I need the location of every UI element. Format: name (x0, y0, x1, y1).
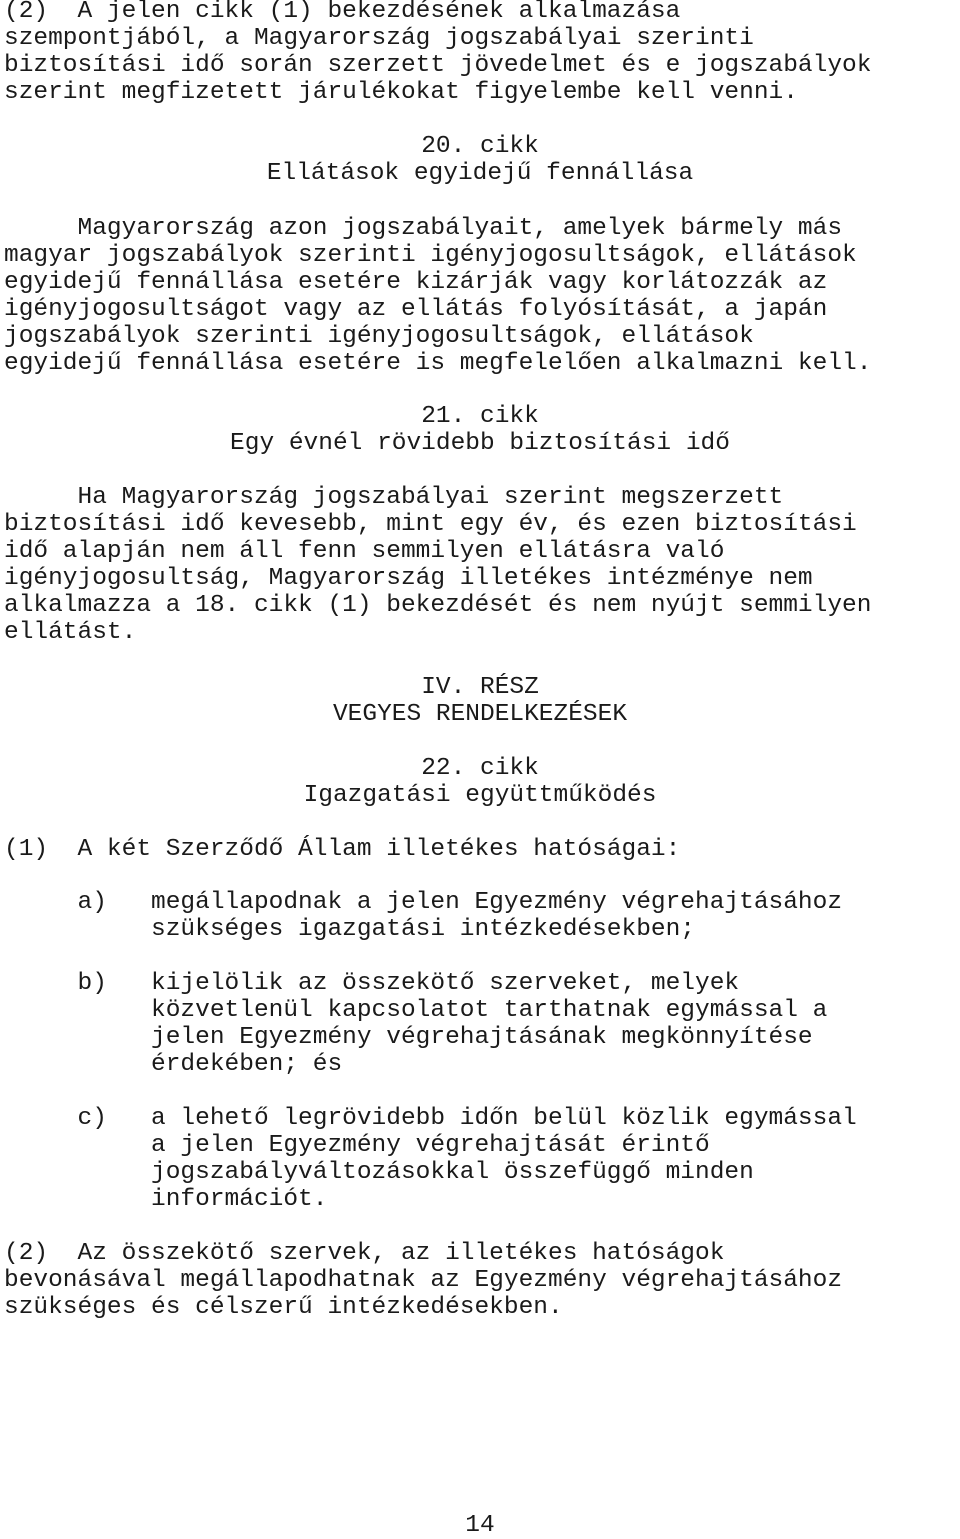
text-line: c) a lehető legrövidebb időn belül közlik egymással (4, 1105, 857, 1132)
text-line: közvetlenül kapcsolatot tarthatnak egymással a (4, 997, 828, 1024)
text-line: jelen Egyezmény végrehajtásának megkönnyítése (4, 1024, 813, 1051)
article-number: 22. cikk (421, 755, 539, 782)
text-line: igényjogosultság, Magyarország illetékes intézménye nem (4, 565, 813, 592)
text-line: igényjogosultságot vagy az ellátás folyósítását, a japán (4, 296, 828, 323)
text-line: biztosítási idő kevesebb, mint egy év, és ezen biztosítási (4, 511, 857, 538)
text-line: alkalmazza a 18. cikk (1) bekezdését és nem nyújt semmilyen (4, 592, 872, 619)
part-title: VEGYES RENDELKEZÉSEK (332, 701, 628, 728)
text-line: b) kijelölik az összekötő szerveket, melyek (4, 970, 740, 997)
text-line: érdekében; és (4, 1051, 343, 1078)
text-line: bevonásával megállapodhatnak az Egyezmény végrehajtásához (4, 1267, 843, 1294)
page-number: 14 (465, 1512, 495, 1539)
text-line: magyar jogszabályok szerinti igényjogosultságok, ellátások (4, 242, 857, 269)
article-number: 21. cikk (421, 403, 539, 430)
text-line: (2) A jelen cikk (1) bekezdésének alkalmazása (4, 0, 681, 25)
article-number: 20. cikk (421, 133, 539, 160)
text-line: idő alapján nem áll fenn semmilyen ellátásra való (4, 538, 725, 565)
text-line: jogszabályváltozásokkal összefüggő minden (4, 1159, 754, 1186)
article-title: Igazgatási együttműködés (303, 782, 657, 809)
article-title: Egy évnél rövidebb biztosítási idő (230, 430, 730, 457)
text-line: jogszabályok szerinti igényjogosultságok, ellátások (4, 323, 754, 350)
text-line: szükséges és célszerű intézkedésekben. (4, 1294, 563, 1321)
article-title: Ellátások egyidejű fennállása (266, 160, 694, 187)
text-line: a) megállapodnak a jelen Egyezmény végrehajtásához (4, 889, 843, 916)
text-line: információt. (4, 1186, 328, 1213)
text-line: biztosítási idő során szerzett jövedelmet és e jogszabályok (4, 52, 872, 79)
text-line: Magyarország azon jogszabályait, amelyek bármely más (4, 215, 843, 242)
text-line: Ha Magyarország jogszabályai szerint megszerzett (4, 484, 784, 511)
text-line: a jelen Egyezmény végrehajtását érintő (4, 1132, 710, 1159)
part-label: IV. RÉSZ (421, 674, 539, 701)
text-line: szükséges igazgatási intézkedésekben; (4, 916, 696, 943)
text-line: szempontjából, a Magyarország jogszabályai szerinti (4, 25, 754, 52)
text-line: szerint megfizetett járulékokat figyelembe kell venni. (4, 79, 798, 106)
text-line: egyidejű fennállása esetére kizárják vagy korlátozzák az (4, 269, 828, 296)
text-line: egyidejű fennállása esetére is megfelelően alkalmazni kell. (4, 350, 872, 377)
paragraph-1-lead: (1) A két Szerződő Állam illetékes hatóságai: (4, 836, 681, 863)
text-line: ellátást. (4, 619, 137, 646)
text-line: (2) Az összekötő szervek, az illetékes hatóságok (4, 1240, 725, 1267)
